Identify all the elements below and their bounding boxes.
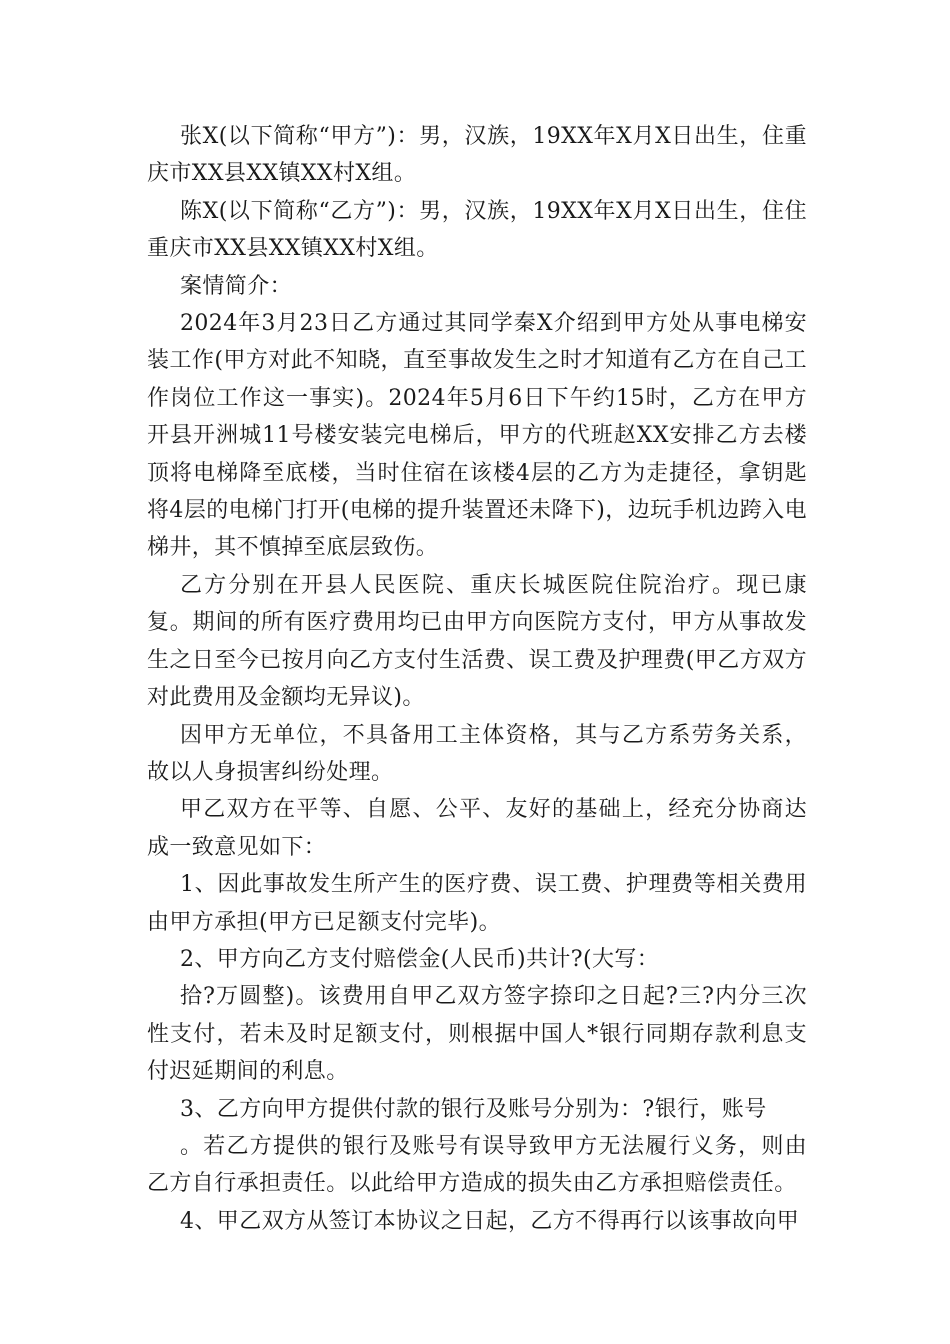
- treatment-paragraph: 乙方分别在开县人民医院、重庆长城医院住院治疗。现已康复。期间的所有医疗费用均已由甲方向医院方支付，甲方从事故发生之日至今已按月向乙方支付生活费、误工费及护理费(甲乙方双方对此费用及金额均无异议)。: [147, 572, 807, 711]
- agreement-intro-paragraph: 甲乙双方在平等、自愿、公平、友好的基础上，经充分协商达成一致意见如下：: [147, 797, 807, 860]
- clause-2-continuation-paragraph: 拾?万圆整)。该费用自甲乙双方签字捺印之日起?三?内分三次性支付，若未及时足额支付，则根据中国人*银行同期存款利息支付迟延期间的利息。: [147, 984, 807, 1085]
- clause-2-paragraph: 2、甲方向乙方支付赔偿金(人民币)共计?(大写：: [180, 946, 660, 972]
- clause-4-paragraph: 4、甲乙双方从签订本协议之日起，乙方不得再行以该事故向甲: [180, 1208, 800, 1234]
- document-body: [147, 118, 807, 1240]
- party-b-paragraph: 陈X(以下简称“乙方”)：男，汉族，19XX年X月X日出生，住住重庆市XX县XX镇XX村X组。: [147, 198, 807, 262]
- clause-3-continuation-paragraph: 。若乙方提供的银行及账号有误导致甲方无法履行义务，则由乙方自行承担责任。以此给甲方造成的损失由乙方承担赔偿责任。: [147, 1133, 807, 1197]
- relationship-paragraph: 因甲方无单位，不具备用工主体资格，其与乙方系劳务关系，故以人身损害纠纷处理。: [147, 722, 807, 785]
- clause-3-paragraph: 3、乙方向甲方提供付款的银行及账号分别为：?银行，账号: [180, 1096, 767, 1122]
- party-a-paragraph: 张X(以下简称“甲方”)：男，汉族，19XX年X月X日出生，住重庆市XX县XX镇XX村X组。: [147, 124, 807, 187]
- case-summary-paragraph: 2024年3月23日乙方通过其同学秦X介绍到甲方处从事电梯安装工作(甲方对此不知晓，直至事故发生之时才知道有乙方在自己工作岗位工作这一事实)。2024年5月6日下午约15时，乙方在甲方开县开洲城11号楼安装完电梯后，甲方的代班赵XX安排乙方去楼顶将电梯降至底楼，当时住宿在该楼4层的乙方为走捷径，拿钥匙将4层的电梯门打开(电梯的提升装置还未降下)，边玩手机边跨入电梯井，其不慎掉至底层致伤。: [147, 311, 807, 561]
- clause-1-paragraph: 1、因此事故发生所产生的医疗费、误工费、护理费等相关费用由甲方承担(甲方已足额支付完毕)。: [147, 872, 807, 935]
- case-summary-heading: 案情简介：: [180, 273, 293, 299]
